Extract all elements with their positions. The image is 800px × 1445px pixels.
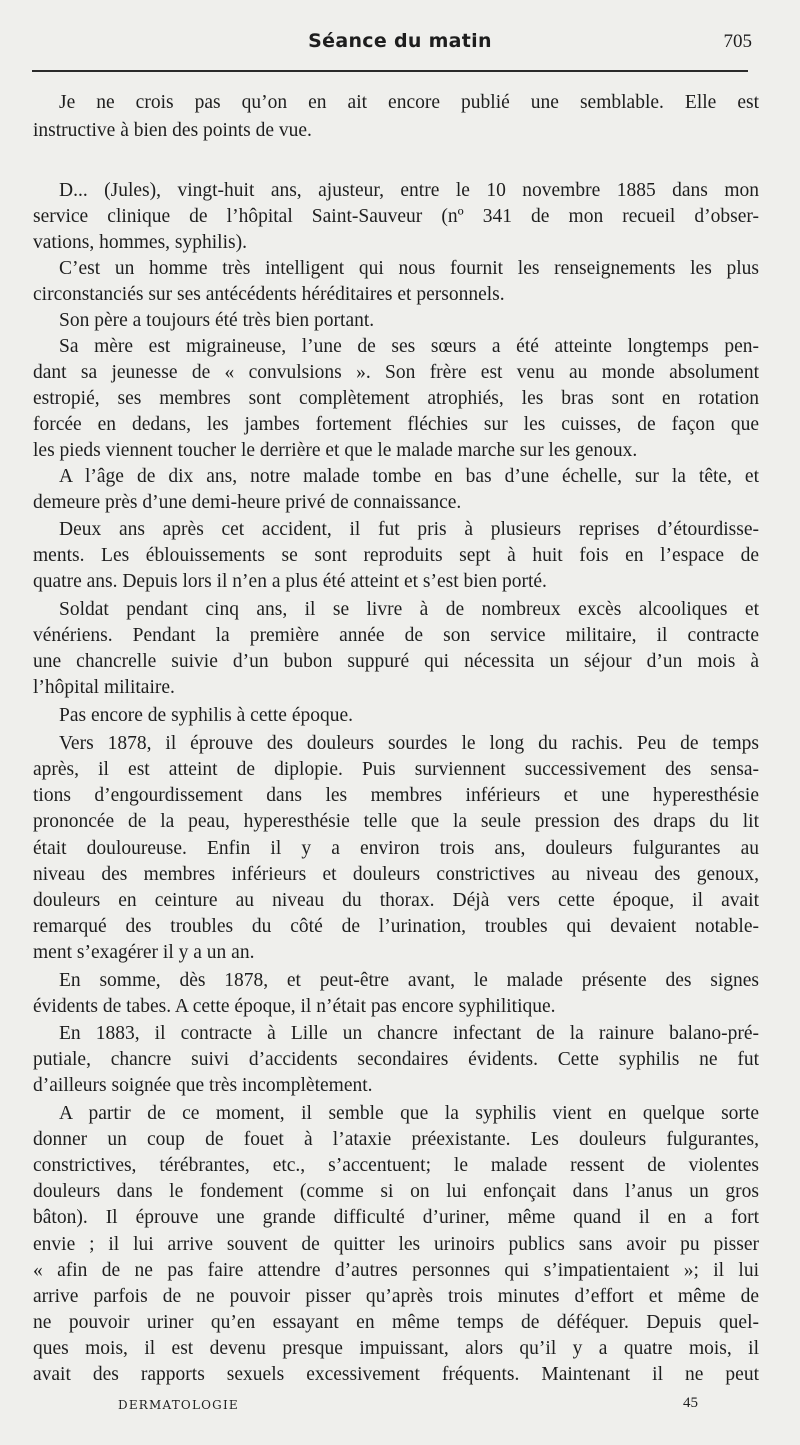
- text-line: demeure près d’une demi-heure privé de connaissance.: [33, 492, 462, 513]
- text-line: ne pouvoir uriner qu’en essayant en même temps de déféquer. Depuis quel-: [33, 1312, 759, 1333]
- running-head-title: Séance du matin: [308, 30, 492, 52]
- text-line: instructive à bien des points de vue.: [33, 120, 312, 141]
- text-line: avait des rapports sexuels excessivement fréquents. Maintenant il ne peut: [33, 1364, 759, 1385]
- header-rule: [32, 70, 748, 72]
- text-line: service clinique de l’hôpital Saint-Sauveur (nº 341 de mon recueil d’obser-: [33, 206, 759, 227]
- text-line: A partir de ce moment, il semble que la syphilis vient en quelque sorte: [59, 1103, 759, 1124]
- text-line: quatre ans. Depuis lors il n’en a plus été atteint et s’est bien porté.: [33, 571, 547, 592]
- text-line: A l’âge de dix ans, notre malade tombe en bas d’une échelle, sur la tête, et: [59, 466, 759, 487]
- sheet-number: 45: [683, 1395, 698, 1411]
- text-line: Je ne crois pas qu’on en ait encore publié une semblable. Elle est: [59, 92, 759, 113]
- text-line: douleurs en ceinture au niveau du thorax. Déjà vers cette époque, il avait: [33, 890, 759, 911]
- text-line: C’est un homme très intelligent qui nous fournit les renseignements les plus: [59, 258, 759, 279]
- text-line: En 1883, il contracte à Lille un chancre infectant de la rainure balano-pré-: [59, 1023, 759, 1044]
- text-line: forcée en dedans, les jambes fortement fléchies sur les cuisses, de façon que: [33, 414, 759, 435]
- text-line: D... (Jules), vingt-huit ans, ajusteur, entre le 10 novembre 1885 dans mon: [59, 180, 759, 201]
- text-line: arrive parfois de ne pouvoir pisser qu’après trois minutes d’effort et même de: [33, 1286, 759, 1307]
- text-line: d’ailleurs soignée que très incomplètement.: [33, 1075, 373, 1096]
- text-line: vations, hommes, syphilis).: [33, 232, 247, 253]
- text-line: ment s’exagérer il y a un an.: [33, 942, 255, 963]
- text-line: après, il est atteint de diplopie. Puis surviennent successivement des sensa-: [33, 759, 759, 780]
- text-line: Pas encore de syphilis à cette époque.: [59, 705, 354, 726]
- text-line: vénériens. Pendant la première année de son service militaire, il contracte: [33, 625, 759, 646]
- text-line: dant sa jeunesse de « convulsions ». Son frère est venu au monde absolument: [33, 362, 759, 383]
- text-line: Vers 1878, il éprouve des douleurs sourdes le long du rachis. Peu de temps: [59, 733, 759, 754]
- text-line: Deux ans après cet accident, il fut pris à plusieurs reprises d’étourdisse-: [59, 519, 759, 540]
- page-number: 705: [723, 31, 752, 52]
- text-line: bâton). Il éprouve une grande difficulté d’uriner, même quand il en a fort: [33, 1207, 759, 1228]
- text-line: était douloureuse. Enfin il y a environ trois ans, douleurs fulgurantes au: [33, 838, 759, 859]
- text-line: tions d’engourdissement dans les membres inférieurs et une hyperesthésie: [33, 785, 759, 806]
- text-line: ments. Les éblouissements se sont reproduits sept à huit fois en l’espace de: [33, 545, 759, 566]
- text-line: remarqué des troubles du côté de l’urination, troubles qui devaient notable-: [33, 916, 759, 937]
- text-line: une chancrelle suivie d’un bubon suppuré qui nécessita un séjour d’un mois à: [33, 651, 759, 672]
- text-line: ques mois, il est devenu presque impuissant, alors qu’il y a quatre mois, il: [33, 1338, 759, 1359]
- text-line: les pieds viennent toucher le derrière et que le malade marche sur les genoux.: [33, 440, 638, 461]
- text-line: niveau des membres inférieurs et douleurs constrictives au niveau des genoux,: [33, 864, 759, 885]
- text-line: Son père a toujours été très bien portant.: [59, 310, 375, 331]
- text-line: « afin de ne pas faire attendre d’autres personnes qui s’impatientaient »; il lui: [33, 1260, 759, 1281]
- text-line: prononcée de la peau, hyperesthésie telle que la seule pression des draps du lit: [33, 811, 759, 832]
- text-line: Soldat pendant cinq ans, il se livre à de nombreux excès alcooliques et: [59, 599, 759, 620]
- text-line: constrictives, térébrantes, etc., s’accentuent; le malade ressent de violentes: [33, 1155, 759, 1176]
- printer-signature: DERMATOLOGIE: [118, 1398, 239, 1412]
- text-line: estropié, ses membres sont complètement atrophiés, les bras sont en rotation: [33, 388, 759, 409]
- text-line: l’hôpital militaire.: [33, 677, 175, 698]
- text-line: douleurs dans le fondement (comme si on lui enfonçait dans l’anus un gros: [33, 1181, 759, 1202]
- text-line: envie ; il lui arrive souvent de quitter les urinoirs publics sans avoir pu pisser: [33, 1234, 759, 1255]
- text-line: évidents de tabes. A cette époque, il n’était pas encore syphilitique.: [33, 996, 556, 1017]
- text-line: circonstanciés sur ses antécédents héréditaires et personnels.: [33, 284, 505, 305]
- text-line: En somme, dès 1878, et peut-être avant, le malade présente des signes: [59, 970, 759, 991]
- text-line: putiale, chancre suivi d’accidents secondaires évidents. Cette syphilis ne fut: [33, 1049, 759, 1070]
- text-line: donner un coup de fouet à l’ataxie préexistante. Les douleurs fulgurantes,: [33, 1129, 759, 1150]
- text-line: Sa mère est migraineuse, l’une de ses sœurs a été atteinte longtemps pen-: [59, 336, 759, 357]
